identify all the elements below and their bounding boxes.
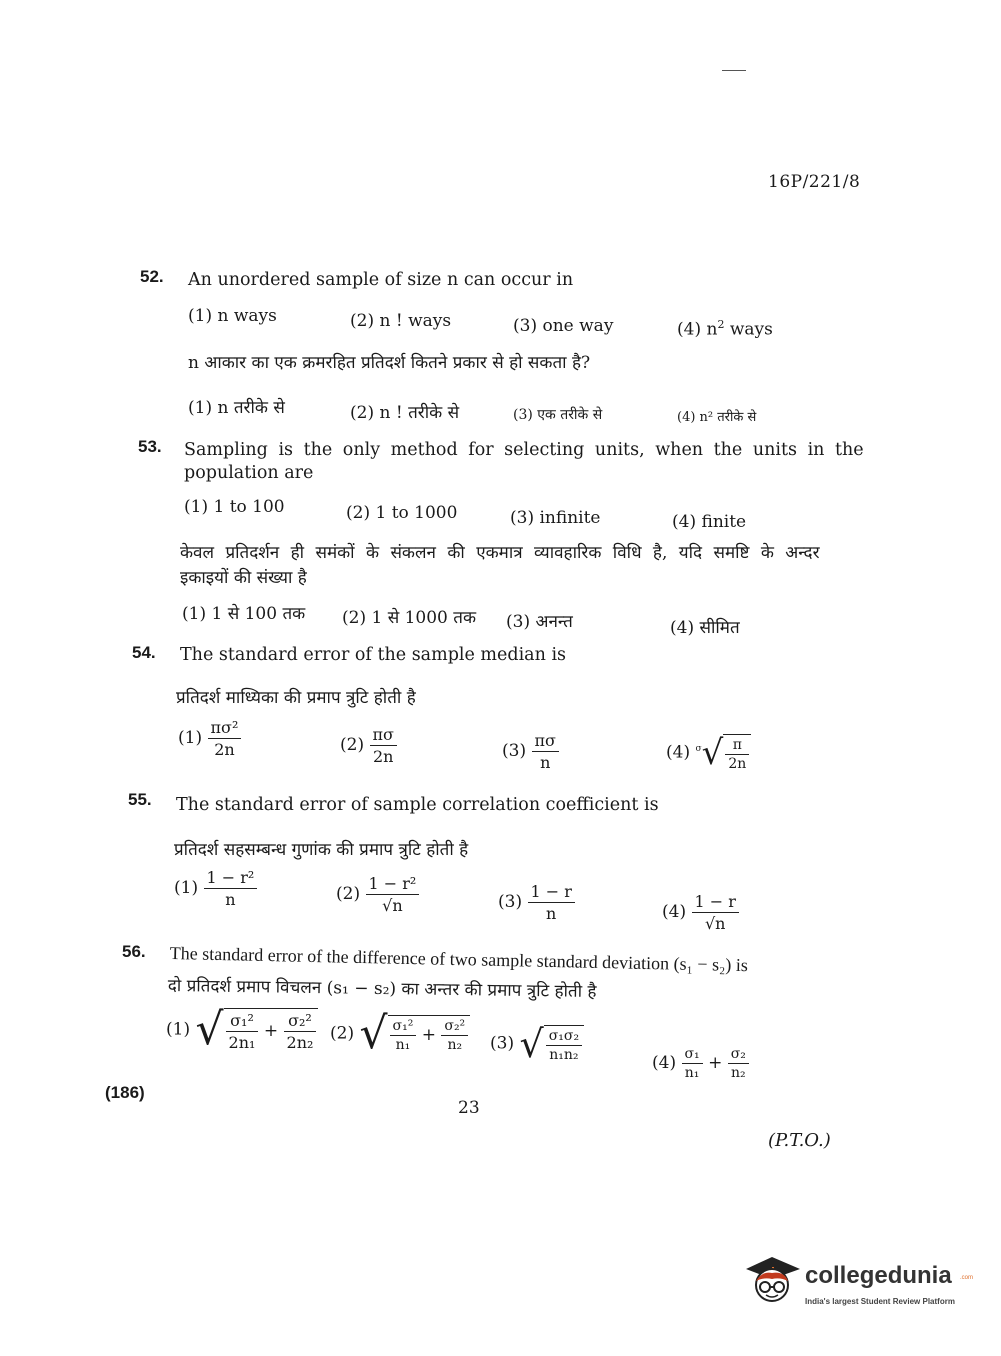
q52-hi-option-4: (4) n² तरीके से — [677, 410, 757, 425]
q54-option-4-sigma: σ — [695, 743, 702, 754]
q54-option-2-denominator: 2n — [372, 747, 394, 766]
logo-com-suffix: .com — [960, 1275, 974, 1281]
q55-option-2-fraction — [366, 874, 420, 915]
q53-option-1: (1) 1 to 100 — [184, 497, 285, 517]
q55-option-3-denominator: n — [546, 904, 557, 923]
q54-option-2-numerator: πσ — [370, 725, 397, 746]
q54-option-4 — [666, 734, 751, 772]
q56-text-hi: दो प्रतिदर्श प्रमाप विचलन (s₁ − s₂) का अन्तर की प्रमाप त्रुटि होती है — [167, 975, 597, 1002]
q54-option-2 — [340, 725, 397, 766]
q52-option-4: (4) $n^2$ ways — [677, 318, 773, 340]
q52-hi-option-1: (1) n तरीके से — [188, 398, 285, 418]
q56-option-2-term-b-num: σ₂² — [441, 1018, 468, 1036]
q54-option-1 — [178, 718, 241, 759]
q55-option-3 — [498, 882, 575, 923]
q56-option-4-label: (4) — [652, 1053, 677, 1073]
q56-option-1-term-b-den: 2n₂ — [286, 1033, 314, 1052]
q54-text-en: The standard error of the sample median is — [180, 645, 567, 665]
q55-option-3-fraction — [528, 882, 575, 923]
q53-text-en-line2: population are — [184, 463, 314, 483]
q52-text-hi: n आकार का एक क्रमरहित प्रतिदर्श कितने प्रकार से हो सकता है? — [188, 353, 591, 373]
q56-option-2 — [330, 1008, 470, 1059]
q56-option-4-term-a-num: σ₁ — [684, 1046, 700, 1062]
q54-text-hi: प्रतिदर्श माध्यिका की प्रमाप त्रुटि होती है — [176, 688, 416, 708]
q56-option-3-sqrt: √ $\frac{\text{σ₁σ₂}}{\text{n₁n₂}}$ — [520, 1025, 585, 1063]
q54-option-1-numerator: πσ² — [208, 718, 242, 739]
q55-option-1-fraction — [204, 868, 258, 909]
q56-option-3-num: σ₁σ₂ — [546, 1028, 582, 1046]
q56-option-1-term-a — [226, 1011, 259, 1052]
q52-option-1: (1) n ways — [188, 306, 277, 326]
top-dash — [722, 70, 746, 71]
logo-tagline: India's largest Student Review Platform — [805, 1297, 955, 1306]
q55-option-3-label: (3) — [498, 892, 523, 912]
q56-option-2-label: (2) — [330, 1023, 355, 1044]
q54-option-4-sqrt: √ $\frac{\pi}{2n}$ — [702, 734, 752, 772]
q56-option-1-sqrt: √ $\frac{\text{σ₁²}}{\text{2n₁}}$ + $\frac{\text{σ₂²}}{\text{2n₂}}$ — [196, 1008, 319, 1052]
q56-option-4-term-b-num: σ₂ — [730, 1046, 746, 1062]
q54-option-1-fraction — [208, 718, 242, 759]
collegedunia-logo-text: collegedunia — [805, 1262, 952, 1289]
q54-number: 54. — [132, 643, 156, 662]
q53-text-hi-line1: केवल प्रतिदर्शन ही समंकों के संकलन की एकमात्र व्यावहारिक विधि है, यदि समष्टि के अन्दर — [180, 543, 820, 563]
q54-option-2-label: (2) — [340, 735, 365, 755]
pto-note: (P.T.O.) — [768, 1130, 831, 1151]
q54-option-1-denominator: 2n — [214, 740, 235, 759]
q52-option-2: (2) n ! ways — [350, 311, 452, 331]
q53-option-4: (4) finite — [672, 512, 747, 532]
q52-option-4-post: ways — [724, 319, 773, 340]
q56-option-3-den: n₁n₂ — [549, 1047, 579, 1063]
q55-option-1-label: (1) — [174, 878, 199, 898]
q52-number: 52. — [140, 267, 164, 286]
q56-option-3-label: (3) — [490, 1033, 515, 1054]
q56-option-2-term-a — [390, 1018, 417, 1053]
q54-option-2-fraction — [370, 725, 397, 766]
q55-option-2-denominator: √n — [382, 896, 403, 915]
q56-option-2-term-b — [441, 1018, 468, 1053]
plus-sign: + — [708, 1053, 723, 1073]
q53-option-2: (2) 1 to 1000 — [346, 503, 458, 523]
q55-option-3-numerator: 1 − r — [528, 882, 575, 903]
collegedunia-mascot-icon — [742, 1255, 802, 1313]
q53-option-3: (3) infinite — [510, 508, 601, 528]
q55-number: 55. — [128, 790, 152, 809]
q52-option-4-pre: (4) n — [677, 319, 718, 340]
q54-option-4-denominator: 2n — [728, 756, 747, 772]
q53-hi-option-3: (3) अनन्त — [506, 612, 573, 632]
q55-option-2-label: (2) — [336, 884, 361, 904]
paper-code: 16P/221/8 — [768, 172, 861, 192]
q56-option-1-term-b-num: σ₂² — [284, 1011, 317, 1032]
q54-option-3-numerator: πσ — [532, 731, 559, 752]
q52-hi-option-3: (3) एक तरीके से — [513, 407, 603, 423]
q53-hi-option-2: (2) 1 से 1000 तक — [342, 608, 477, 628]
q56-option-1-term-b — [284, 1011, 317, 1052]
q54-option-4-numerator: π — [725, 737, 749, 755]
q56-option-4-term-b-den: n₂ — [728, 1063, 749, 1081]
q55-option-4 — [662, 892, 739, 933]
q56-option-4-term-b — [728, 1046, 749, 1081]
q53-hi-option-1: (1) 1 से 100 तक — [182, 604, 306, 624]
q55-option-4-label: (4) — [662, 902, 687, 922]
q52-option-3: (3) one way — [513, 316, 614, 336]
q55-option-1-denominator: n — [225, 890, 236, 909]
q53-number: 53. — [138, 437, 162, 456]
q55-text-hi: प्रतिदर्श सहसम्बन्ध गुणांक की प्रमाप त्रुटि होती है — [174, 840, 469, 860]
q54-option-3 — [502, 731, 559, 772]
q53-text-hi-line2: इकाइयों की संख्या है — [180, 568, 307, 588]
q54-option-4-label: (4) — [666, 742, 691, 763]
q56-option-2-term-a-den: n₁ — [395, 1037, 411, 1053]
q56-option-3 — [490, 1022, 584, 1066]
q54-option-3-fraction — [532, 731, 559, 772]
q56-option-3-fraction — [546, 1028, 582, 1063]
q55-option-4-denominator: √n — [704, 914, 726, 933]
q53-text-en-line1: Sampling is the only method for selecting units, when the units in the — [184, 440, 864, 460]
q55-option-1 — [174, 868, 257, 909]
q56-option-1-label: (1) — [166, 1019, 191, 1040]
booklet-code: (186) — [105, 1083, 145, 1102]
q56-text-en: The standard error of the difference of two sample standard deviation (s₁ − s₂) is — [169, 943, 749, 976]
q56-option-2-sqrt: √ $\frac{\text{σ₁²}}{\text{n₁}}$ + $\frac{\text{σ₂²}}{\text{n₂}}$ — [360, 1012, 471, 1056]
q54-option-3-label: (3) — [502, 741, 527, 761]
q56-option-4 — [652, 1046, 749, 1081]
q56-option-4-term-a — [682, 1046, 703, 1081]
q52-hi-option-2: (2) n ! तरीके से — [350, 403, 460, 423]
q56-option-1-term-a-num: σ₁² — [226, 1011, 259, 1032]
q56-option-2-term-b-den: n₂ — [447, 1037, 463, 1053]
q53-hi-option-4: (4) सीमित — [670, 618, 740, 638]
q56-option-1 — [166, 1004, 318, 1055]
q54-option-1-label: (1) — [178, 728, 203, 748]
q56-option-2-term-a-num: σ₁² — [390, 1018, 417, 1036]
q54-option-3-denominator: n — [540, 753, 551, 772]
q54-option-4-fraction — [725, 737, 749, 772]
q52-text-en: An unordered sample of size n can occur in — [188, 270, 574, 290]
q55-option-4-fraction — [692, 892, 739, 933]
plus-sign: + — [421, 1025, 436, 1045]
plus-sign: + — [263, 1021, 279, 1041]
page-number: 23 — [458, 1098, 480, 1118]
q55-text-en: The standard error of sample correlation coefficient is — [176, 795, 659, 815]
q55-option-1-numerator: 1 − r² — [204, 868, 258, 889]
q56-option-1-term-a-den: 2n₁ — [228, 1033, 256, 1052]
q56-number: 56. — [122, 942, 146, 961]
q55-option-4-numerator: 1 − r — [692, 892, 739, 913]
q55-option-2-numerator: 1 − r² — [366, 874, 420, 895]
q55-option-2 — [336, 874, 419, 915]
q56-option-4-term-a-den: n₁ — [682, 1063, 703, 1081]
